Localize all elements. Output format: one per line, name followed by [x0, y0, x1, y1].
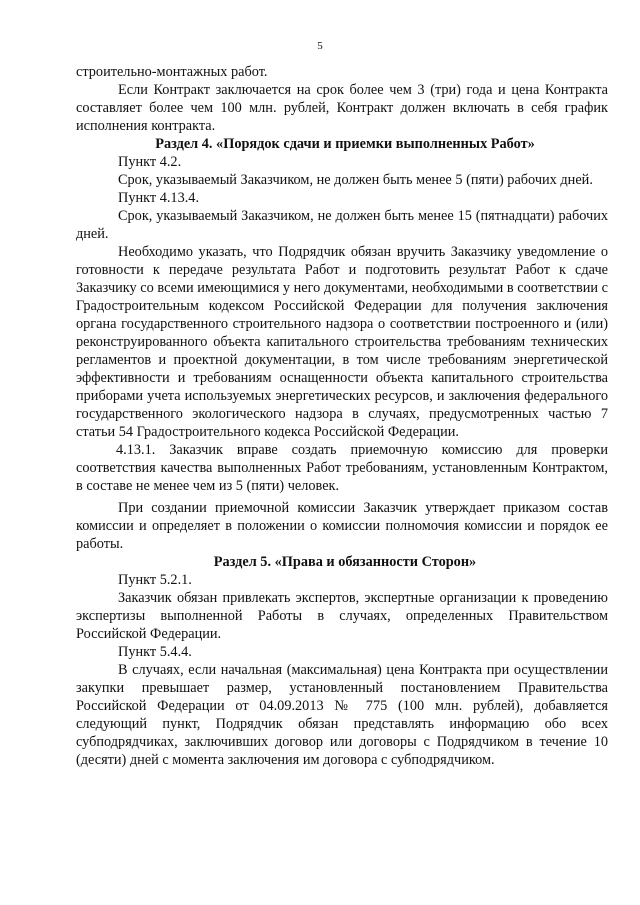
item-notice-paragraph: Необходимо указать, что Подрядчик обязан вручить Заказчику уведомление о готовности к передаче результата Работ и подготовить результат Работ к сдаче Заказчику со всеми имеющимися у него документами, необходимыми в соответствии с Градостроительным кодексом Российской Федерации для получения заключения органа государственного строительного надзора о соответствии построенного и (или) реконструированного объекта капитального строительства требованиям технических регламентов и проектной документации, в том числе требованиям энергетической эффективности и требованиям оснащенности объекта капитального строительства приборами учета используемых энергетических ресурсов, и заключения федерального государственного экологического надзора в случаях, предусмотренных частью 7 статьи 54 Градостроительного кодекса Российской Федерации. [76, 244, 608, 440]
item-4-13-4-text: Срок, указываемый Заказчиком, не должен быть менее 15 (пятнадцати) рабочих дней. [76, 208, 608, 242]
item-5-4-4-text: В случаях, если начальная (максимальная) цена Контракта при осуществлении закупки превышает размер, установленный постановлением Правительства Российской Федерации от 04.09.2013 № 775 (100 млн. рублей), добавляется следующий пункт, Подрядчик обязан представлять информацию обо всех субподрядчиках, заключивших договор или договоры с Подрядчиком в течение 10 (десяти) дней с момента заключения им договора с субподрядчиком. [76, 662, 608, 768]
item-5-4-4-label: Пункт 5.4.4. [118, 644, 192, 660]
item-commission-paragraph: При создании приемочной комиссии Заказчик утверждает приказом состав комиссии и определяет в положении о комиссии полномочия комиссии и порядок ее работы. [76, 500, 608, 552]
item-4-13-1-paragraph: 4.13.1. Заказчик вправе создать приемочную комиссию для проверки соответствия качества выполненных Работ требованиям, установленным Контрактом, в составе не менее чем из 5 (пяти) человек. [76, 442, 608, 494]
item-4-13-4-label: Пункт 4.13.4. [118, 190, 200, 206]
paragraph-contract-term: Если Контракт заключается на срок более чем 3 (три) года и цена Контракта составляет более чем 100 млн. рублей, Контракт должен включать в себя график исполнения контракта. [76, 82, 608, 134]
paragraph-continuation: строительно-монтажных работ. [76, 64, 268, 80]
item-5-2-1-label: Пункт 5.2.1. [118, 572, 192, 588]
document-body [76, 63, 608, 769]
section-5-heading: Раздел 5. «Права и обязанности Сторон» [213, 554, 477, 570]
item-4-2-label: Пункт 4.2. [118, 154, 182, 170]
item-4-2-text: Срок, указываемый Заказчиком, не должен быть менее 5 (пяти) рабочих дней. [118, 172, 593, 188]
page-number: 5 [317, 40, 323, 52]
item-5-2-1-text: Заказчик обязан привлекать экспертов, экспертные организации к проведению экспертизы выполненной Работы в случаях, определенных Правительством Российской Федерации. [76, 590, 608, 642]
section-4-heading: Раздел 4. «Порядок сдачи и приемки выполненных Работ» [155, 136, 535, 152]
